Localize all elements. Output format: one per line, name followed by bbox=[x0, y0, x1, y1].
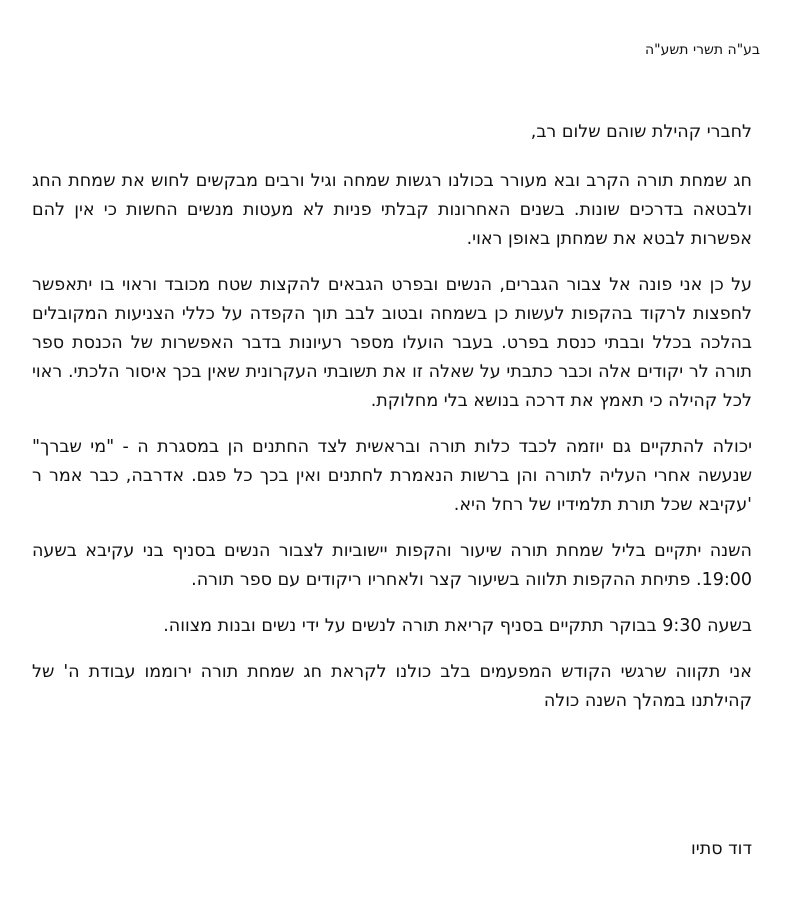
letter-body bbox=[32, 118, 752, 733]
paragraph-morning-reading: בשעה 9:30 בבוקר תתקיים בסניף קריאת תורה לנשים על ידי נשים ובנות מצווה. bbox=[163, 616, 752, 636]
letter-date: בע"ה תשרי תשע"ה bbox=[645, 42, 760, 58]
paragraph-hakafot-space: על כן אני פונה אל צבור הגברים, הנשים ובפרט הגבאים להקצות שטח מכובד וראוי בו יתאפשר לחפצות לרקוד בהקפות לעשות כן בשמחה ובטוב לבב תוך הקפדה על כללי הצניעות המקובלים בהלכה בכלל ובבתי כנסת בפרט. בעבר הועלו מספר רעיונות בדבר האפשרות של הכנסת ספר תורה לר יקודים אלה וכבר כתבתי על שאלה זו את תשובתי העקרונית שאין בכך איסור הלכתי. ראוי לכל קהילה כי תאמץ את דרכה בנושא בלי מחלוקת. bbox=[32, 275, 752, 411]
paragraph-intro: חג שמחת תורה הקרב ובא מעורר בכולנו רגשות שמחה וגיל ורבים מבקשים לחוש את שמחת החג ולבטאה בדרכים שונות. בשנים האחרונות קבלתי פניות לא מעטות מנשים החשות כי אין להם אפשרות לבטא את שמחתן באופן ראוי. bbox=[32, 171, 752, 249]
paragraph-closing: אני תקווה שרגשי הקודש המפעמים בלב כולנו לקראת חג שמחת תורה ירוממו עבודת ה' של קהילתנו במהלך השנה כולה bbox=[32, 662, 752, 711]
paragraph-evening-event: השנה יתקיים בליל שמחת תורה שיעור והקפות יישוביות לצבור הנשים בסניף בני עקיבא בשעה 19:00. פתיחת ההקפות תלווה בשיעור קצר ולאחריו ריקודים עם ספר תורה. bbox=[32, 541, 752, 590]
paragraph-kalot-torah: יכולה להתקיים גם יוזמה לכבד כלות תורה ובראשית לצד החתנים הן במסגרת ה - "מי שברך" שנעשה אחרי העליה לתורה והן ברשות הנאמרת לחתנים ואין בכך כל פגם. אדרבה, כבר אמר ר 'עקיבא שכל תורת תלמידיו של רחל היא. bbox=[32, 437, 752, 515]
letter-signature: דוד סתיו bbox=[691, 839, 752, 859]
letter-greeting: לחברי קהילת שוהם שלום רב, bbox=[530, 122, 752, 142]
